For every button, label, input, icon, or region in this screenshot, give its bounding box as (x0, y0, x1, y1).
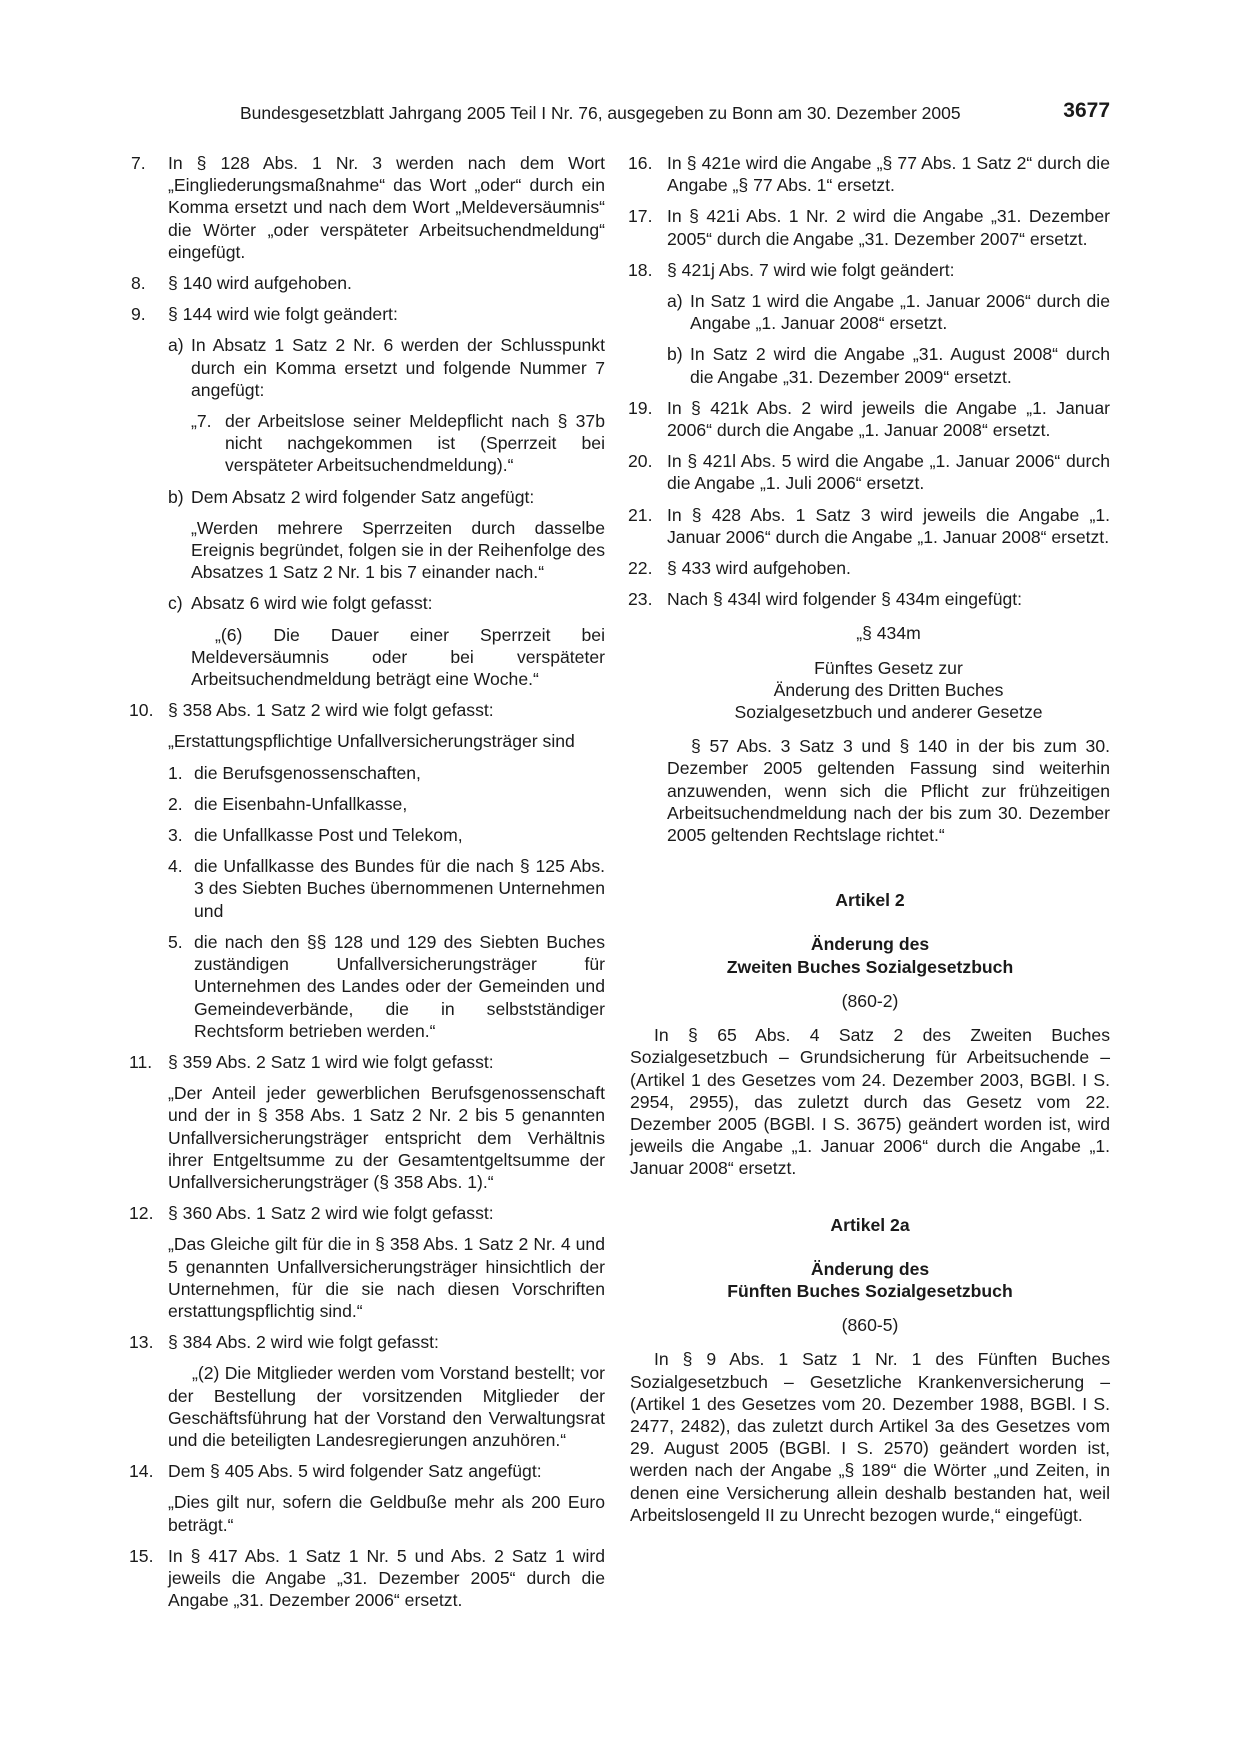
list-item-text: die nach den §§ 128 und 129 des Siebten Buches zuständigen Unfallversicherungsträger für Unternehmen des Landes oder der Gemeinden und Gemeindeverbände, die in selbstständiger Rechtsform betrieben werden.“ (194, 931, 605, 1041)
item-number: 13. (129, 1332, 154, 1353)
item-number: 9. (131, 304, 146, 325)
article-2 (630, 889, 1110, 1179)
article-code: (860-5) (841, 1315, 899, 1336)
sub-item-a (168, 334, 605, 476)
list-item-text: die Unfallkasse Post und Telekom, (194, 825, 463, 846)
item-text: § 421j Abs. 7 wird wie folgt geändert: (667, 259, 955, 280)
list-item-label: 5. (168, 931, 183, 952)
quoted-text: „Der Anteil jeder gewerblichen Berufsgenossenschaft und der in § 358 Abs. 1 Satz 2 Nr. 2 bis 5 genannten Unfallversicherungsträger entspricht dem Verhältnis ihrer Entgeltsumme zu der Gesamtentgeltsumme der Unfallversicherungsträger (§ 358 Abs. 1).“ (168, 1083, 605, 1192)
article-code: (860-2) (841, 990, 899, 1011)
amendment-item-9 (131, 303, 605, 690)
sub-item-text: In Satz 1 wird die Angabe „1. Januar 2006“ durch die Angabe „1. Januar 2008“ ersetzt. (690, 291, 1110, 334)
item-number: 8. (131, 273, 146, 294)
amendment-item-14 (131, 1460, 605, 1536)
item-text: Dem § 405 Abs. 5 wird folgender Satz angefügt: (168, 1461, 542, 1482)
list-item-label: 1. (168, 762, 183, 783)
item-number: 20. (628, 451, 653, 472)
sub-item-b (667, 343, 1110, 387)
list-item-2 (168, 793, 605, 815)
article-body: In § 65 Abs. 4 Satz 2 des Zweiten Buches Sozialgesetzbuch – Grundsicherung für Arbeitsuchende – (Artikel 1 des Gesetzes vom 24. Dezember 2003, BGBl. I S. 2954, 2955), das zuletzt durch das Gesetz vom 22. Dezember 2005 (BGBl. I S. 3675) geändert worden ist, wird jeweils die Angabe „1. Januar 2006“ durch die Angabe „1. Januar 2008“ ersetzt. (630, 1025, 1110, 1179)
amendment-item-23 (630, 588, 1110, 846)
amendment-item-15 (131, 1545, 605, 1612)
quoted-number-text: der Arbeitslose seiner Meldepflicht nach § 37b nicht nachgekommen ist (Sperrzeit bei verspäteter Arbeitsuchendmeldung).“ (225, 411, 605, 476)
sub-item-text: In Absatz 1 Satz 2 Nr. 6 werden der Schlusspunkt durch ein Komma ersetzt und folgende Nummer 7 angefügt: (191, 335, 605, 400)
list-item-5 (168, 931, 605, 1042)
quoted-text: „Das Gleiche gilt für die in § 358 Abs. 1 Satz 2 Nr. 4 und 5 genannten Unfallversicherungsträger hinsichtlich der Unternehmen, für die sie nach diesen Vorschriften erstattungspflichtig sind.“ (168, 1234, 605, 1321)
quoted-text: „Werden mehrere Sperrzeiten durch dasselbe Ereignis begründet, folgen sie in der Reihenfolge des Absatzes 1 Satz 2 Nr. 1 bis 7 einander nach.“ (191, 517, 605, 583)
amendment-item-12 (131, 1202, 605, 1322)
article-title-line: Fünften Buches Sozialgesetzbuch (727, 1280, 1013, 1301)
quoted-text: „(6) Die Dauer einer Sperrzeit bei Meldeversäumnis oder bei verspäteter Arbeitsuchendmeldung beträgt eine Woche.“ (191, 624, 605, 690)
header-title: Bundesgesetzblatt Jahrgang 2005 Teil I Nr. 76, ausgegeben zu Bonn am 30. Dezember 2005 (240, 103, 961, 123)
list-item-label: 4. (168, 856, 183, 877)
amendment-item-20 (630, 450, 1110, 494)
item-number: 10. (129, 700, 154, 721)
section-title-line: Sozialgesetzbuch und anderer Gesetze (734, 702, 1043, 723)
item-text: Nach § 434l wird folgender § 434m eingefügt: (667, 589, 1023, 610)
article-2a (630, 1214, 1110, 1526)
amendment-item-17 (630, 205, 1110, 249)
item-number: 19. (628, 397, 653, 418)
list-item-label: 3. (168, 825, 183, 846)
quoted-number-label: „7. (191, 411, 212, 432)
sub-item-text: In Satz 2 wird die Angabe „31. August 2008“ durch die Angabe „31. Dezember 2009“ ersetzt. (690, 344, 1110, 387)
item-text: In § 417 Abs. 1 Satz 1 Nr. 5 und Abs. 2 Satz 1 wird jeweils die Angabe „31. Dezember 2005“ durch die Angabe „31. Dezember 2006“ ersetzt. (168, 1545, 605, 1611)
item-number: 14. (129, 1461, 154, 1482)
list-item-4 (168, 855, 605, 922)
sub-item-label: b) (168, 486, 184, 507)
sub-item-label: a) (168, 335, 184, 356)
list-item-3 (168, 824, 605, 846)
item-text: In § 421k Abs. 2 wird jeweils die Angabe „1. Januar 2006“ durch die Angabe „1. Januar 2008“ ersetzt. (667, 397, 1110, 441)
section-body: § 57 Abs. 3 Satz 3 und § 140 in der bis zum 30. Dezember 2005 geltenden Fassung sind weiterhin anzuwenden, wenn sich die Pflicht zur frühzeitigen Arbeitsuchendmeldung nach der bis zum 30. Dezember 2005 geltenden Rechtslage richtet.“ (667, 736, 1110, 846)
amendment-item-13 (131, 1331, 605, 1451)
item-number: 12. (129, 1203, 154, 1224)
item-number: 17. (628, 206, 653, 227)
list-item-label: 2. (168, 793, 183, 814)
article-label: Artikel 2 (835, 890, 905, 911)
quoted-number-7 (191, 410, 605, 477)
sub-item-label: a) (667, 291, 683, 312)
item-text: In § 428 Abs. 1 Satz 3 wird jeweils die Angabe „1. Januar 2006“ durch die Angabe „1. Januar 2008“ ersetzt. (667, 504, 1110, 547)
sub-item-b (168, 486, 605, 584)
sub-item-c (168, 592, 605, 690)
article-title-line: Änderung des (810, 1258, 930, 1279)
amendment-item-19 (630, 397, 1110, 441)
amendment-item-22 (630, 557, 1110, 579)
list-item-text: die Berufsgenossenschaften, (194, 762, 421, 783)
item-text: In § 421l Abs. 5 wird die Angabe „1. Januar 2006“ durch die Angabe „1. Juli 2006“ ersetzt. (667, 451, 1110, 494)
amendment-item-7 (131, 152, 605, 263)
sub-item-text: Absatz 6 wird wie folgt gefasst: (191, 593, 433, 614)
list-item-1 (168, 762, 605, 784)
section-heading: „§ 434m (856, 623, 921, 644)
sub-item-text: Dem Absatz 2 wird folgender Satz angefügt: (191, 486, 535, 507)
page-number: 3677 (1063, 99, 1110, 122)
amendment-item-21 (630, 504, 1110, 548)
amendment-item-16 (630, 152, 1110, 196)
amendment-item-10 (131, 699, 605, 1042)
article-title-line: Änderung des (810, 934, 930, 955)
item-text: § 140 wird aufgehoben. (168, 273, 352, 294)
item-number: 15. (129, 1545, 154, 1566)
section-title-line: Änderung des Dritten Buches (773, 679, 1004, 700)
item-number: 7. (131, 153, 146, 173)
amendment-item-8 (131, 272, 605, 294)
article-title-line: Zweiten Buches Sozialgesetzbuch (726, 956, 1014, 977)
item-text: § 360 Abs. 1 Satz 2 wird wie folgt gefasst: (168, 1203, 494, 1224)
item-text: In § 128 Abs. 1 Nr. 3 werden nach dem Wort „Eingliederungsmaßnahme“ das Wort „oder“ durch ein Komma ersetzt und nach dem Wort „Meldeversäumnis“ die Wörter „oder verspäteter Arbeitsuchendmeldung“ eingefügt. (168, 153, 605, 262)
item-text: In § 421e wird die Angabe „§ 77 Abs. 1 Satz 2“ durch die Angabe „§ 77 Abs. 1“ ersetzt. (667, 153, 1110, 196)
sub-item-label: b) (667, 344, 683, 365)
item-number: 22. (628, 558, 653, 579)
article-body: In § 9 Abs. 1 Satz 1 Nr. 1 des Fünften Buches Sozialgesetzbuch – Gesetzliche Krankenversicherung – (Artikel 1 des Gesetzes vom 20. Dezember 1988, BGBl. I S. 2477, 2482), das zuletzt durch Artikel 3a des Gesetzes vom 29. August 2005 (BGBl. I S. 2570) geändert worden ist, werden nach der Angabe „§ 189“ die Wörter „und Zeiten, in denen eine Versicherung allein deshalb bestanden hat, weil Arbeitslosengeld II zu Unrecht bezogen wurde,“ eingefügt. (630, 1349, 1110, 1525)
article-label: Artikel 2a (830, 1214, 910, 1235)
item-number: 23. (628, 589, 653, 610)
item-number: 16. (628, 153, 653, 173)
quoted-text: „(2) Die Mitglieder werden vom Vorstand bestellt; vor der Bestellung der vorsitzenden Mitglieder der Geschäftsführung hat der Vorstand den Verwaltungsrat und die beteiligten Landesregierungen anzuhören.“ (168, 1363, 605, 1450)
quoted-intro: „Erstattungspflichtige Unfallversicherungsträger sind (168, 731, 575, 752)
page-header (240, 100, 1110, 130)
item-text: § 358 Abs. 1 Satz 2 wird wie folgt gefasst: (168, 700, 494, 721)
quoted-text: „Dies gilt nur, sofern die Geldbuße mehr als 200 Euro beträgt.“ (168, 1492, 605, 1535)
right-column (630, 152, 1110, 1526)
item-number: 21. (628, 504, 653, 525)
item-number: 18. (628, 259, 653, 280)
amendment-item-18 (630, 259, 1110, 388)
item-text: In § 421i Abs. 1 Nr. 2 wird die Angabe „31. Dezember 2005“ durch die Angabe „31. Dezember 2007“ ersetzt. (667, 206, 1110, 249)
list-item-text: die Unfallkasse des Bundes für die nach § 125 Abs. 3 des Siebten Buches übernommenen Unternehmen und (194, 856, 605, 921)
amendment-item-11 (131, 1051, 605, 1193)
sub-item-a (667, 290, 1110, 334)
item-text: § 433 wird aufgehoben. (667, 558, 851, 579)
section-title-line: Fünftes Gesetz zur (814, 657, 963, 678)
item-text: § 144 wird wie folgt geändert: (168, 304, 398, 325)
sub-item-label: c) (168, 593, 183, 614)
item-number: 11. (129, 1051, 153, 1072)
list-item-text: die Eisenbahn-Unfallkasse, (194, 793, 408, 814)
left-column (131, 152, 605, 1620)
item-text: § 384 Abs. 2 wird wie folgt gefasst: (168, 1332, 439, 1353)
item-text: § 359 Abs. 2 Satz 1 wird wie folgt gefasst: (168, 1051, 494, 1072)
